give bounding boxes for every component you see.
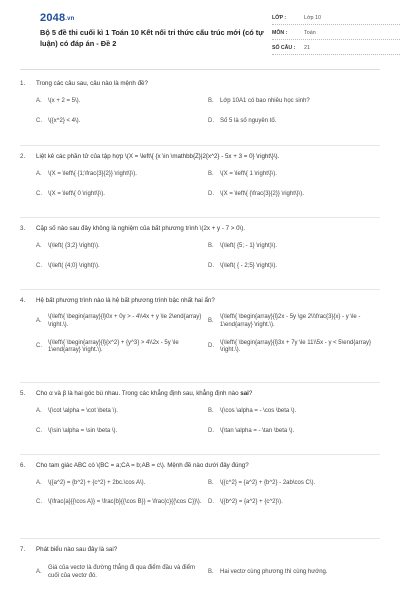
option-d[interactable]: D. \(\tan \alpha = - \tan \beta \).	[208, 427, 295, 434]
option-a[interactable]: A. \(\left( {3;2} \right)\).	[36, 243, 100, 249]
question-stem: Phát biểu nào sau đây là sai?	[36, 546, 118, 553]
option-c[interactable]: C. \({x^2} < 4\).	[36, 117, 81, 124]
question-divider	[20, 145, 380, 146]
question-stem: Trong các câu sau, câu nào là mệnh đề?	[36, 80, 148, 87]
option-b[interactable]: B. Hai vectơ cùng phương thì cùng hướng.	[208, 568, 328, 575]
header-divider	[20, 69, 380, 70]
question-divider	[20, 217, 380, 218]
question-number: 6.	[20, 462, 26, 469]
page-title: Bộ 5 đề thi cuối kì 1 Toán 10 Kết nối tri thức cấu trúc mới (có tự luận) có đáp án - Đề 2	[40, 28, 264, 48]
question-7	[20, 546, 380, 581]
option-b[interactable]: B. \(\cos \alpha = - \cos \beta \).	[208, 408, 297, 414]
option-a[interactable]: A. \({a^2} = {b^2} + {c^2} + 2bc.\cos A\).	[36, 480, 146, 486]
option-d[interactable]: D. \(X = \left\{ {\frac{3}{2}} \right\}\).	[208, 190, 304, 197]
option-c[interactable]: C. \(X = \left\{ 0 \right\}\).	[36, 190, 105, 197]
question-number: 7.	[20, 546, 26, 553]
meta-value-count: 21	[304, 44, 310, 51]
question-stem: Hệ bất phương trình nào là hệ bất phương trình bậc nhất hai ẩn?	[36, 297, 215, 304]
meta-row-subject	[272, 27, 400, 40]
option-a[interactable]: A. \(\left\{ \begin{array}{l}0x + 0y > - 4\\4x + y \le 2\end{array} \right.\).	[36, 314, 202, 328]
logo-text: 2048	[40, 12, 66, 24]
option-b[interactable]: B. \(X = \left\{ 1 \right\}\).	[208, 171, 277, 177]
meta-label-class: LỚP :	[272, 14, 287, 21]
site-logo[interactable]	[40, 12, 75, 24]
question-6	[20, 462, 380, 507]
meta-row-count	[272, 42, 400, 55]
question-3	[20, 225, 380, 271]
question-number: 1.	[20, 80, 26, 87]
emphasis-word: sai	[240, 390, 249, 397]
question-stem: Liệt kê các phần tử của tập hợp \(X = \left\{ {x \in \mathbb{Z}|2{x^2} - 5x + 3 = 0} \right\}\).	[36, 153, 280, 160]
question-divider	[20, 454, 380, 455]
option-a[interactable]: A. \(X = \left\{ {1;\frac{3}{2}} \right\}\).	[36, 171, 137, 177]
option-a[interactable]: A. \(x + 2 = 5\).	[36, 98, 81, 104]
question-1	[20, 80, 380, 126]
option-a[interactable]: A. Giá của vectơ là đường thẳng đi qua điểm đầu và điểm cuối của vectơ đó.	[36, 565, 195, 579]
option-c[interactable]: C. \(\left( {4;0} \right)\).	[36, 262, 100, 269]
option-b[interactable]: B. \(\left( {5; - 1} \right)\).	[208, 243, 278, 249]
option-d[interactable]: D. \({b^2} = {a^2} + {c^2}\).	[208, 498, 283, 505]
option-b[interactable]: B. \(\left\{ \begin{array}{l}2x - 5y \ge 2\\\frac{3}{x} - y \le - 1\end{array} \right.\).	[208, 314, 361, 328]
meta-value-subject: Toán	[304, 29, 316, 36]
question-stem: Cặp số nào sau đây không là nghiệm của bất phương trình \(2x + y - 7 > 0\).	[36, 225, 246, 232]
option-c[interactable]: C. \(\frac{a}{{\cos A}} = \frac{b}{{\cos B}} = \frac{c}{{\cos C}}\).	[36, 498, 202, 505]
question-number: 3.	[20, 225, 26, 232]
question-5	[20, 390, 380, 436]
option-d[interactable]: D. \(\left( { - 2;5} \right)\).	[208, 262, 278, 269]
option-d[interactable]: D. \(\left\{ \begin{array}{l}3x + 7y \le 11\\5x - y < 5\end{array} \right.\).	[208, 339, 371, 354]
option-b[interactable]: B. \({c^2} = {a^2} + {b^2} - 2ab\cos C\).	[208, 480, 316, 486]
meta-label-count: SỐ CÂU :	[272, 44, 296, 51]
question-stem: Cho tam giác ABC có \(BC = a;CA = b;AB = c\). Mệnh đề nào dưới đây đúng?	[36, 462, 249, 469]
question-divider	[20, 538, 380, 539]
option-c[interactable]: C. \(\left\{ \begin{array}{l}{x^2} + {y^3} > 4\\2x - 5y \le 1\end{array} \right.\).	[36, 339, 179, 354]
option-a[interactable]: A. \(\cot \alpha = \cot \beta \).	[36, 408, 118, 414]
option-b[interactable]: B. Lớp 10A1 có bao nhiêu học sinh?	[208, 98, 310, 104]
question-number: 5.	[20, 390, 26, 397]
question-divider	[20, 289, 380, 290]
option-c[interactable]: C. \(\sin \alpha = \sin \beta \).	[36, 427, 118, 434]
page-header	[20, 0, 380, 72]
question-number: 2.	[20, 153, 26, 160]
question-divider	[20, 382, 380, 383]
logo-suffix: .vn	[65, 16, 75, 22]
exam-meta	[272, 12, 400, 57]
question-2	[20, 153, 380, 199]
option-d[interactable]: D. Số 5 là số nguyên tố.	[208, 117, 277, 124]
meta-label-subject: MÔN :	[272, 29, 288, 36]
question-number: 4.	[20, 297, 26, 304]
question-stem: Cho α và β là hai góc bù nhau. Trong các khẳng định sau, khẳng định nào sai?	[36, 390, 253, 397]
meta-row-class	[272, 12, 400, 25]
meta-value-class: Lớp 10	[304, 14, 322, 21]
question-4	[20, 297, 380, 355]
